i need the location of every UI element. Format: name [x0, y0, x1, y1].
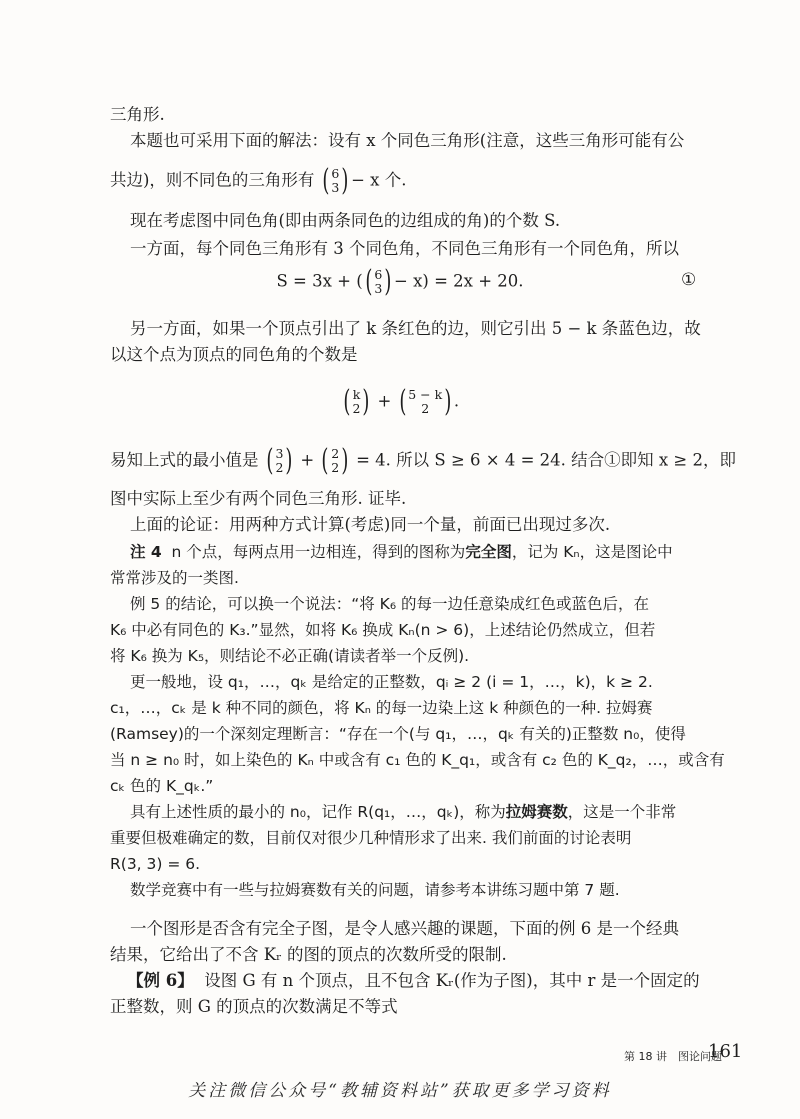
example-6-line: 【例 6】 设图 G 有 n 个顶点，且不包含 Kᵣ(作为子图)，其中 r 是一个固定的: [127, 971, 700, 990]
text-line: 结果，它给出了不含 Kᵣ 的图的顶点的次数所受的限制.: [110, 945, 507, 964]
watermark-text: 关注微信公众号“教辅资料站”获取更多学习资料: [188, 1081, 612, 1101]
text-line: cₖ 色的 K_qₖ.”: [110, 777, 214, 795]
text-line: c₁，…，cₖ 是 k 种不同的颜色，将 Kₙ 的每一边染上这 k 种颜色的一种. 拉姆赛: [110, 699, 653, 717]
text-line: 数学竞赛中有一些与拉姆赛数有关的问题，请参考本讲练习题中第 7 题.: [130, 881, 620, 899]
text-line: 易知上式的最小值是 ( 3 2 ) + ( 2 2 ) = 4. 所以 S ≥ 6 × 4 = 24. 结合①即知 x ≥ 2，即: [110, 443, 736, 478]
equation-number: ①: [681, 270, 697, 290]
text-line: 另一方面，如果一个顶点引出了 k 条红色的边，则它引出 5 − k 条蓝色边，故: [130, 319, 701, 338]
text-line: 常常涉及的一类图.: [110, 569, 239, 587]
example-label: 【例 6】: [127, 971, 194, 990]
text-line: R(3, 3) = 6.: [110, 855, 201, 873]
text-line: 正整数，则 G 的顶点的次数满足不等式: [110, 997, 398, 1016]
text-line: 具有上述性质的最小的 n₀，记作 R(q₁，…，qₖ)，称为拉姆赛数，这是一个非常: [130, 803, 677, 821]
text-line: 将 K₆ 换为 K₅，则结论不必正确(请读者举一个反例).: [110, 647, 470, 665]
text-line: 重要但极难确定的数，目前仅对很少几种情形求了出来. 我们前面的讨论表明: [110, 829, 632, 847]
formula-1: S = 3x + ( ( 6 3 ) − x) = 2x + 20.: [276, 264, 524, 299]
text-line: 更一般地，设 q₁，…，qₖ 是给定的正整数，qᵢ ≥ 2 (i = 1，…，k)，k ≥ 2.: [130, 673, 653, 691]
text-line: 上面的论证：用两种方式计算(考虑)同一个量，前面已出现过多次.: [130, 515, 611, 534]
text-line: 现在考虑图中同色角(即由两条同色的边组成的角)的个数 S.: [130, 211, 561, 230]
text-line: 例 5 的结论，可以换一个说法：“将 K₆ 的每一边任意染成红色或蓝色后，在: [130, 595, 649, 613]
text-line: 一方面，每个同色三角形有 3 个同色角，不同色三角形有一个同色角，所以: [130, 239, 679, 258]
text-line: 注 4 n 个点，每两点用一边相连，得到的图称为完全图，记为 Kₙ，这是图论中: [130, 543, 673, 561]
text-line: 三角形.: [110, 105, 165, 124]
text-line: 图中实际上至少有两个同色三角形. 证毕.: [110, 489, 407, 508]
text-line: (Ramsey)的一个深刻定理断言：“存在一个(与 q₁，…，qₖ 有关的)正整数 n₀，使得: [110, 725, 686, 743]
text-line: 以这个点为顶点的同色角的个数是: [110, 345, 358, 364]
binomial-6-3: ( 6 3 ): [322, 163, 349, 198]
term-ramsey-number: 拉姆赛数: [505, 803, 568, 821]
text-line: K₆ 中必有同色的 K₃.”显然，如将 K₆ 换成 Kₙ(n > 6)，上述结论仍然成立，但若: [110, 621, 656, 639]
formula-2: ( k 2 ) + ( 5 − k 2 ) .: [343, 384, 460, 419]
note-label: 注 4: [130, 543, 162, 561]
text-line: 共边)，则不同色的三角形有 ( 6 3 ) − x 个.: [110, 163, 407, 198]
term-complete-graph: 完全图: [465, 543, 512, 561]
chapter-label: 第 18 讲 图论问题: [624, 1050, 722, 1063]
page-number: 161: [708, 1041, 743, 1062]
text-line: 当 n ≥ n₀ 时，如上染色的 Kₙ 中或含有 c₁ 色的 K_q₁，或含有 c₂ 色的 K_q₂，…，或含有: [110, 751, 725, 769]
text-line: 一个图形是否含有完全子图，是令人感兴趣的课题，下面的例 6 是一个经典: [130, 919, 679, 938]
text-line: 本题也可采用下面的解法：设有 x 个同色三角形(注意，这些三角形可能有公: [130, 131, 685, 150]
